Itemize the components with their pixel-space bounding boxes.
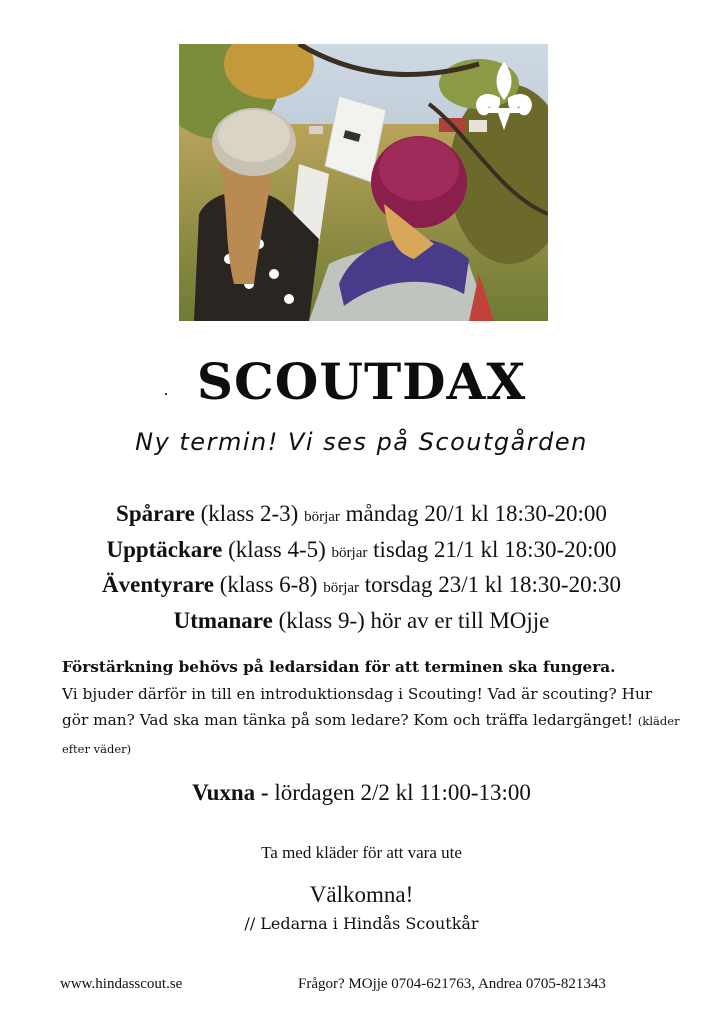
group-row xyxy=(0,498,723,534)
group-grade: (klass 2-3) xyxy=(200,501,299,526)
contact-info: Frågor? MOjje 0704-621763, Andrea 0705-821343 xyxy=(298,976,606,992)
welcome-text: Välkomna! xyxy=(309,882,414,907)
group-starts: börjar xyxy=(304,509,340,525)
group-when: tisdag 21/1 kl 18:30-20:00 xyxy=(373,536,617,562)
group-name: Spårare xyxy=(116,501,195,526)
hero-photo xyxy=(179,44,548,321)
group-starts: börjar xyxy=(331,544,368,561)
group-name: Äventyrare xyxy=(102,572,214,597)
group-starts: börjar xyxy=(323,580,360,596)
adults-when: lördagen 2/2 kl 11:00-13:00 xyxy=(274,780,531,805)
group-row xyxy=(0,569,723,605)
group-grade: (klass 4-5) xyxy=(228,536,326,562)
website-link[interactable]: www.hindasscout.se xyxy=(60,976,183,992)
group-grade: (klass 6-8) xyxy=(219,572,318,597)
group-name: Utmanare xyxy=(173,607,273,633)
bring-note: Ta med kläder för att vara ute xyxy=(261,843,462,862)
group-grade: (klass 9-) xyxy=(278,607,365,633)
info-lead: Förstärkning behövs på ledarsidan för att terminen ska fungera. xyxy=(62,658,616,676)
group-when: hör av er till MOjje xyxy=(370,607,550,633)
group-name: Upptäckare xyxy=(106,536,223,562)
group-row xyxy=(0,605,723,638)
group-when: måndag 20/1 kl 18:30-20:00 xyxy=(345,501,607,526)
adults-label: Vuxna - xyxy=(192,780,269,805)
group-row xyxy=(0,534,723,570)
leader-recruitment-text xyxy=(62,654,682,762)
group-schedule xyxy=(0,498,723,637)
info-note: (kläder efter väder) xyxy=(62,714,680,756)
page-title: SCOUTDAX xyxy=(196,352,527,411)
scouts-reading-map-illustration xyxy=(179,44,548,321)
group-when: torsdag 23/1 kl 18:30-20:30 xyxy=(364,572,621,597)
info-body: Vi bjuder därför in till en introduktionsdag i Scouting! Vad är scouting? Hur gör man? Vad ska man tänka på som ledare? Kom och träffa ledargänget! xyxy=(62,684,653,729)
signature: // Ledarna i Hindås Scoutkår xyxy=(244,914,479,933)
adults-session xyxy=(0,780,723,806)
subtitle: Ny termin! Vi ses på Scoutgården xyxy=(135,428,588,456)
